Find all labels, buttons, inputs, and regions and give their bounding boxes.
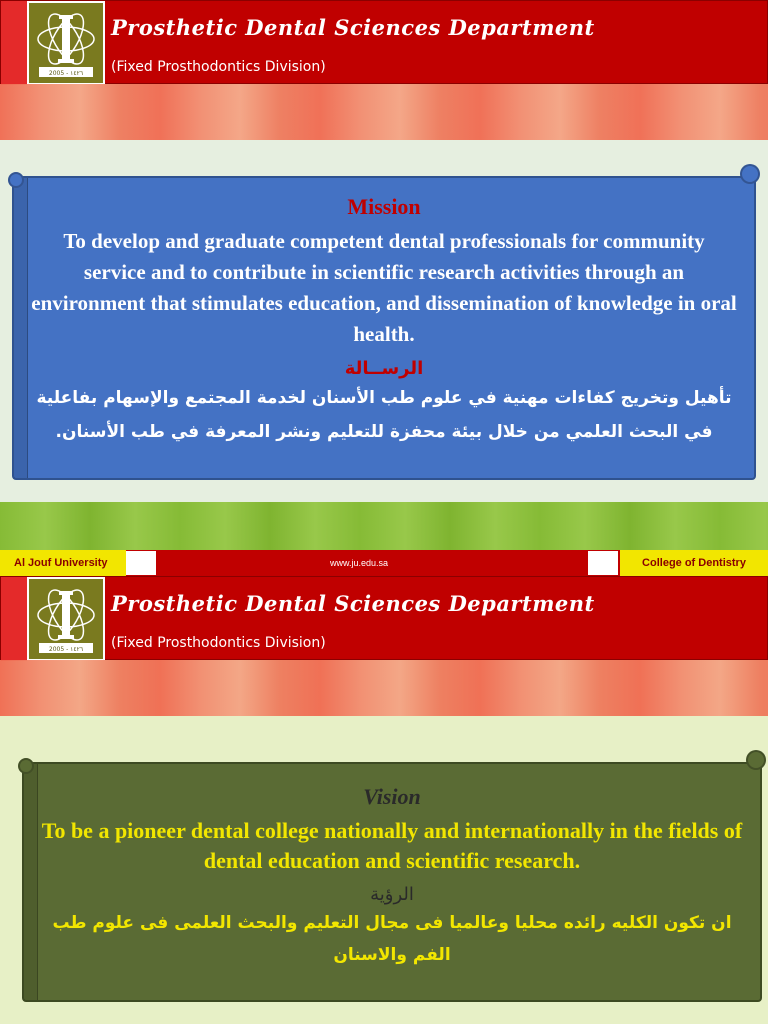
seal-year: 2005 - ١٤٢٦ (48, 646, 84, 653)
vision-english-text: To be a pioneer dental college nationally and internationally in the fields of dental education and scientific research. (41, 818, 743, 873)
department-title: Prosthetic Dental Sciences Department (111, 591, 595, 616)
decorative-band (0, 84, 768, 140)
mission-arabic-title: الرســالة (344, 358, 424, 379)
footer-seal-icon (126, 551, 156, 575)
slide-footer (0, 550, 768, 576)
scroll-curl-icon (8, 172, 24, 188)
university-name: Al Jouf University (0, 550, 126, 576)
vision-slide (0, 576, 768, 1024)
mission-title: Mission (347, 194, 421, 219)
university-seal-icon (27, 1, 105, 85)
vision-title: Vision (363, 784, 421, 809)
footer-seal-icon (588, 551, 618, 575)
decorative-band (0, 660, 768, 716)
scroll-curl-icon (18, 758, 34, 774)
mission-arabic-text: تأهيل وتخريج كفاءات مهنية في علوم طب الأسنان لخدمة المجتمع والإسهام بفاعلية في البحث العلمي من خلال بيئة محفزة للتعليم ونشر المعرفة في طب الأسنان. (36, 388, 732, 442)
vision-arabic-title: الرؤية (370, 884, 414, 905)
slide-header (0, 576, 768, 660)
slide-header (0, 0, 768, 84)
header-accent (1, 577, 27, 661)
vision-arabic-text: ان تكون الكليه رائده محليا وعالميا فى مجال التعليم والبحث العلمى فى علوم طب الفم والاسنان (52, 913, 732, 965)
website-url[interactable]: www.ju.edu.sa (330, 558, 389, 568)
university-seal-icon (27, 577, 105, 661)
mission-scroll-banner (12, 176, 756, 480)
seal-emblem-icon (29, 579, 103, 659)
college-name: College of Dentistry (620, 550, 768, 576)
scroll-curl-icon (740, 164, 760, 184)
scroll-rod (24, 764, 38, 1000)
mission-english-text: To develop and graduate competent dental professionals for community service and to contribute in scientific research activities through an environment that stimulates education, and dissemination of knowledge in oral health. (31, 229, 737, 346)
decorative-band-bottom (0, 502, 768, 550)
vision-scroll-banner (22, 762, 762, 1002)
department-title: Prosthetic Dental Sciences Department (111, 15, 595, 40)
scroll-rod (14, 178, 28, 478)
division-subtitle: (Fixed Prosthodontics Division) (111, 59, 326, 75)
header-accent (1, 1, 27, 85)
division-subtitle: (Fixed Prosthodontics Division) (111, 635, 326, 651)
seal-emblem-icon (29, 3, 103, 83)
seal-year: 2005 - ١٤٢٦ (48, 70, 84, 77)
scroll-curl-icon (746, 750, 766, 770)
